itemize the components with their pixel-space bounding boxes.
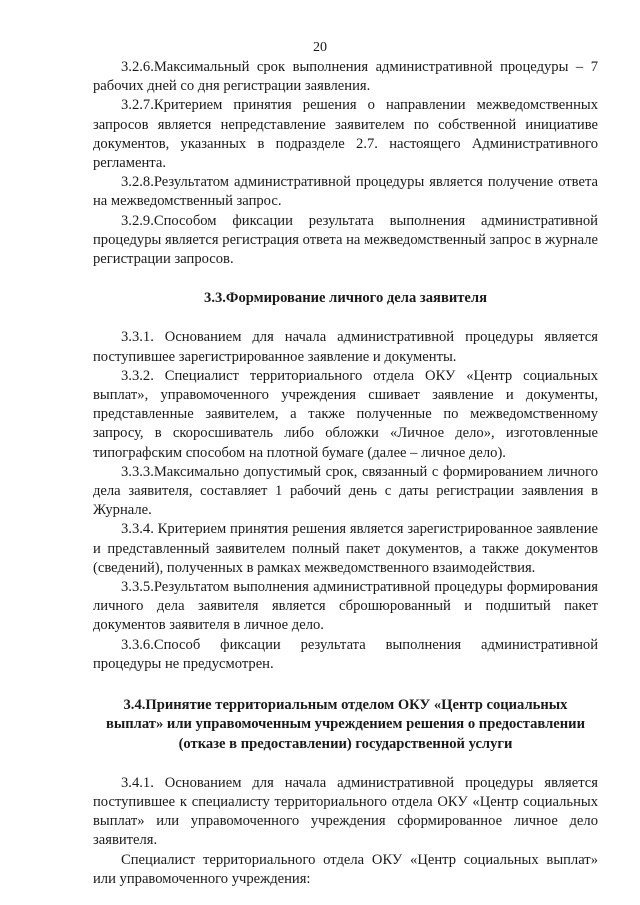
section-heading-3-4-line-2: выплат» или управомоченным учреждением решения о предоставлении	[106, 716, 585, 733]
paragraph-3-2-6: 3.2.6.Максимальный срок выполнения административной процедуры – 7 рабочих дней со дня регистрации заявления.	[93, 59, 598, 95]
paragraph-3-3-4: 3.3.4. Критерием принятия решения является зарегистрированное заявление и представленный заявителем полный пакет документов, а также документов (сведений), полученных в рамках межведомственного взаимодействия.	[93, 521, 598, 576]
paragraph-3-2-8: 3.2.8.Результатом административной процедуры является получение ответа на межведомственный запрос.	[93, 174, 598, 210]
section-heading-3-4-line-3: (отказе в предоставлении) государственной услуги	[178, 735, 513, 752]
paragraph-specialist: Специалист территориального отдела ОКУ «Центр социальных выплат» или управомоченного учреждения:	[93, 851, 598, 887]
paragraph-3-4-1: 3.4.1. Основанием для начала административной процедуры является поступившее к специалисту территориального отдела ОКУ «Центр социальных выплат» или управомоченного учреждения сформированное личное дело заявителя.	[93, 774, 598, 849]
paragraph-3-3-1: 3.3.1. Основанием для начала административной процедуры является поступившее зарегистрированное заявление и документы.	[93, 329, 598, 365]
paragraph-3-3-5: 3.3.5.Результатом выполнения административной процедуры формирования личного дела заявителя является сброшюрованный и подшитый пакет документов заявителя в личное дело.	[93, 579, 598, 634]
section-heading-3-4-line-1: 3.4.Принятие территориальным отделом ОКУ «Центр социальных	[123, 697, 568, 714]
document-body	[93, 58, 598, 889]
section-heading-3-4	[93, 696, 598, 754]
paragraph-3-2-7: 3.2.7.Критерием принятия решения о направлении межведомственных запросов является непредставление заявителем по собственной инициативе документов, указанных в подразделе 2.7. настоящего Административного регламента.	[93, 97, 598, 172]
section-heading-3-3: 3.3.Формирование личного дела заявителя	[204, 290, 487, 307]
paragraph-3-2-9: 3.2.9.Способом фиксации результата выполнения административной процедуры является регистрация ответа на межведомственный запрос в журнале регистрации запросов.	[93, 212, 598, 268]
page-number: 20	[313, 40, 327, 55]
paragraph-3-3-6: 3.3.6.Способ фиксации результата выполнения административной процедуры не предусмотрен.	[93, 636, 598, 672]
paragraph-3-3-2: 3.3.2. Специалист территориального отдела ОКУ «Центр социальных выплат», управомоченного учреждения сшивает заявление и документы, представленные заявителем, а также полученные по межведомственному запросу, в скоросшиватель либо обложки «Личное дело», изготовленные типографским способом на плотной бумаге (далее – личное дело).	[93, 367, 598, 461]
paragraph-3-3-3: 3.3.3.Максимально допустимый срок, связанный с формированием личного дела заявителя, составляет 1 рабочий день с даты регистрации заявления в Журнале.	[93, 463, 598, 519]
